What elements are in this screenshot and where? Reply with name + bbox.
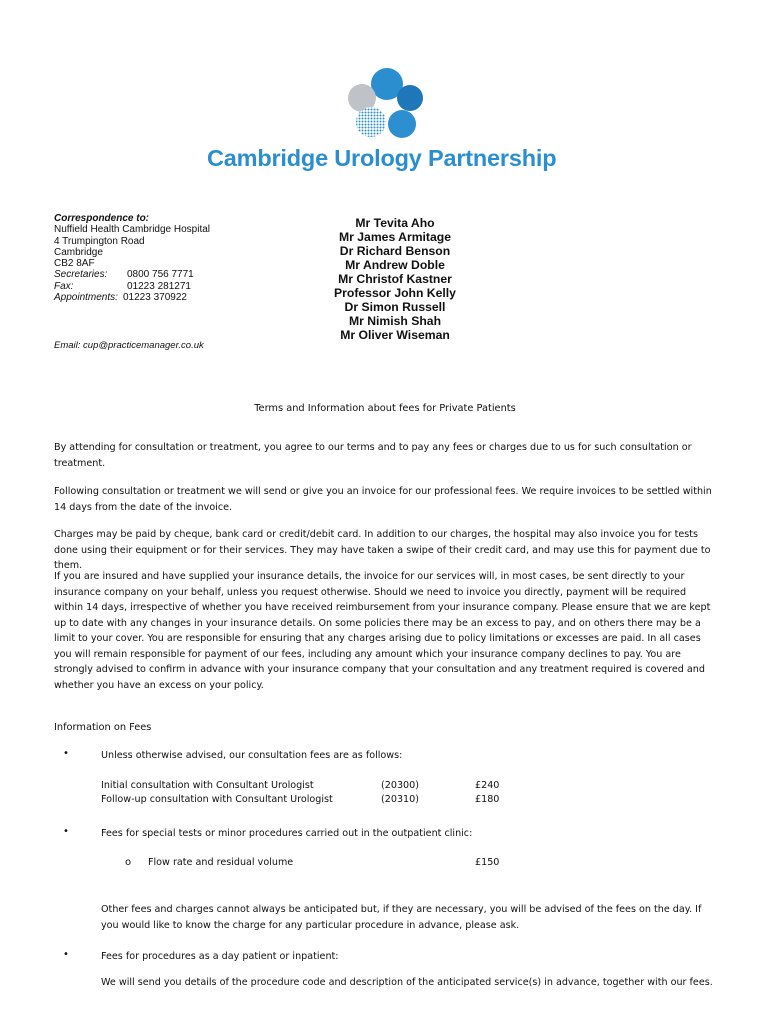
fee-code: (20300) <box>381 780 420 791</box>
other-fees-paragraph: Other fees and charges cannot always be anticipated but, if they are necessary, you will be advised of the fees on the day. If you would like to know the charge for any particular procedure in advance, please ask. <box>101 904 702 931</box>
bullet-dot: • <box>63 949 69 960</box>
address-line: Cambridge <box>54 246 103 258</box>
secretaries-label: Secretaries: <box>54 269 108 281</box>
fee-name: Follow-up consultation with Consultant Urologist <box>101 794 333 805</box>
payment-paragraph: Charges may be paid by cheque, bank card or credit/debit card. In addition to our charges, the hospital may also invoice you for tests done using their equipment or for their services. They may have taken a swipe of their credit card, and may use this for payment due to them. <box>54 529 711 571</box>
fee-amount: £180 <box>475 794 500 805</box>
test-name: Flow rate and residual volume <box>148 857 294 868</box>
fax-label: Fax: <box>54 280 74 292</box>
address-line: 4 Trumpington Road <box>54 235 145 247</box>
consultant-list <box>290 216 500 342</box>
consultant-name: Mr Nimish Shah <box>348 314 442 328</box>
day-patient-text: We will send you details of the procedure code and description of the anticipated service(s) in advance, together with our fees. <box>101 977 713 988</box>
cup-circles-logo <box>340 66 426 144</box>
appointments-phone: 01223 370922 <box>123 292 187 304</box>
consultation-fees-intro: Unless otherwise advised, our consultation fees are as follows: <box>101 750 403 761</box>
terms-paragraph: By attending for consultation or treatment, you agree to our terms and to pay any fees or charges due to us for such consultation or treatment. <box>54 442 692 469</box>
consultant-name: Mr Christof Kastner <box>338 272 452 286</box>
consultant-name: Mr Tevita Aho <box>355 216 435 230</box>
invoice-paragraph: Following consultation or treatment we will send or give you an invoice for our professional fees. We require invoices to be settled within 14 days from the date of the invoice. <box>54 486 712 513</box>
correspondence-title: Correspondence to: <box>54 213 150 224</box>
test-fee: £150 <box>475 857 500 868</box>
correspondence-block <box>54 213 210 303</box>
fax-row <box>54 281 210 292</box>
fee-code: (20310) <box>381 794 420 805</box>
consultant-name: Dr Simon Russell <box>344 300 446 314</box>
appointments-label: Appointments: <box>54 292 118 304</box>
email-address[interactable]: Email: cup@practicemanager.co.uk <box>54 340 204 351</box>
secretaries-row <box>54 269 210 280</box>
day-patient-intro: Fees for procedures as a day patient or inpatient: <box>101 951 339 962</box>
fees-heading: Information on Fees <box>54 722 152 733</box>
brand-title: Cambridge Urology Partnership <box>207 145 557 171</box>
consultant-name: Mr Andrew Doble <box>345 258 445 272</box>
bullet-dot: • <box>63 748 69 759</box>
document-title: Terms and Information about fees for Private Patients <box>254 403 516 414</box>
fee-name: Initial consultation with Consultant Urologist <box>101 780 314 791</box>
secretaries-phone: 0800 756 7771 <box>127 269 194 281</box>
bullet-dot: • <box>63 826 69 837</box>
sub-bullet: o <box>125 857 132 868</box>
fee-amount: £240 <box>475 780 500 791</box>
appointments-row <box>54 292 210 303</box>
consultant-name: Mr James Armitage <box>339 230 451 244</box>
consultant-name: Mr Oliver Wiseman <box>340 328 450 342</box>
fax-number: 01223 281271 <box>127 280 191 292</box>
insurance-paragraph: If you are insured and have supplied your insurance details, the invoice for our services will, in most cases, be sent directly to your insurance company on your behalf, unless you request otherwise. Should we need to invoice you directly, payment will be required within 14 days, irrespective of whether you have received reimbursement from your insurance company. Please ensure that we are kept up to date with any changes in your insurance details. On some policies there may be an excess to pay, and on others there may be a limit to your cover. You are responsible for ensuring that any charges arising due to policy limitations or excesses are paid. In all cases you will remain responsible for payment of our fees, including any amount which your insurance company declines to pay. You are strongly advised to confirm in advance with your insurance company that your consultation and any treatment required is covered and whether you have an excess on your policy. <box>54 571 711 691</box>
consultant-name: Dr Richard Benson <box>339 244 451 258</box>
special-tests-intro: Fees for special tests or minor procedures carried out in the outpatient clinic: <box>101 828 473 839</box>
consultant-name: Professor John Kelly <box>334 286 456 300</box>
address-line: Nuffield Health Cambridge Hospital <box>54 224 211 236</box>
address-line: CB2 8AF <box>54 258 95 270</box>
